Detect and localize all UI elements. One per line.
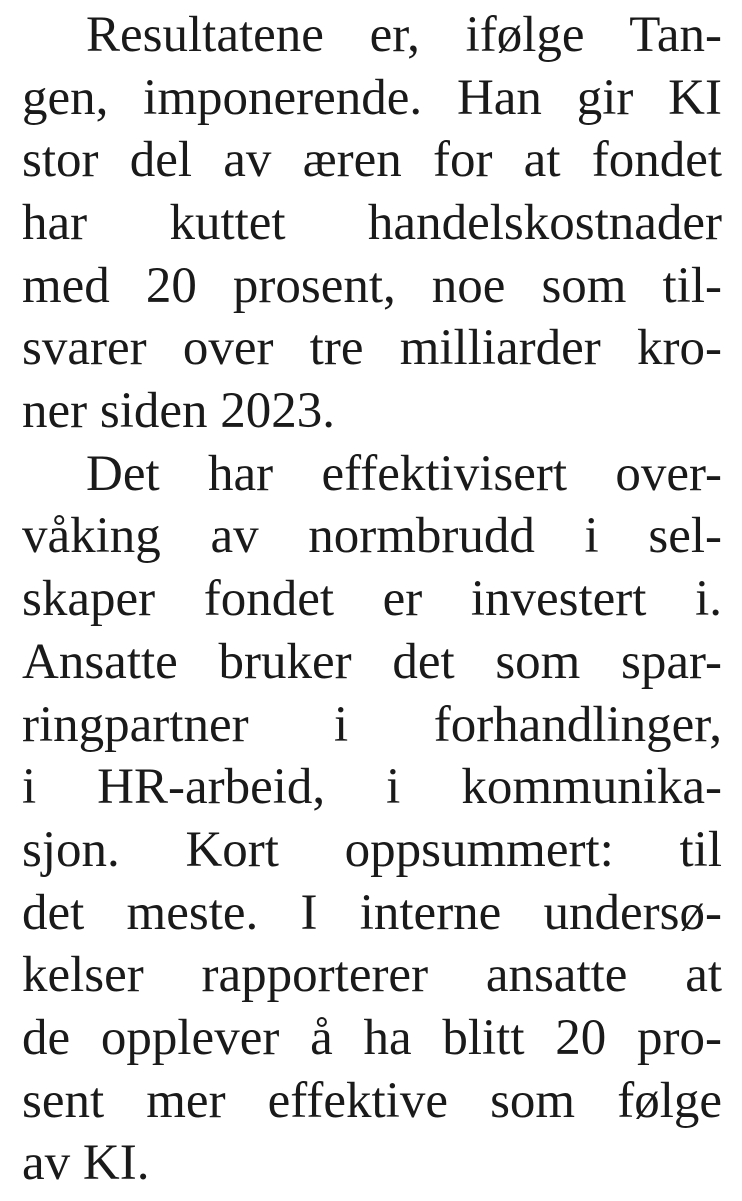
text-line: sjon. Kort oppsummert: til	[22, 821, 722, 878]
text-line: kelser rapporterer ansatte at	[22, 947, 722, 1004]
text-line: stor del av æren for at fondet	[22, 132, 722, 189]
text-line: ner siden 2023.	[22, 383, 336, 440]
text-line: av KI.	[22, 1135, 150, 1192]
text-line: med 20 prosent, noe som til-	[22, 257, 722, 314]
text-line: har kuttet handelskostnader	[22, 195, 722, 252]
text-line: Det har effektivisert over-	[86, 445, 722, 502]
text-line: Resultatene er, ifølge Tan-	[86, 7, 722, 63]
text-line: våking av normbrudd i sel-	[22, 508, 722, 565]
text-line: Ansatte bruker det som spar-	[22, 633, 722, 690]
text-line: gen, imponerende. Han gir KI	[22, 69, 722, 126]
text-line: ringpartner i forhandlinger,	[22, 696, 722, 753]
text-line: sent mer effektive som følge	[22, 1072, 722, 1129]
text-line: det meste. I interne undersø-	[22, 884, 722, 941]
text-line: svarer over tre milliarder kro-	[22, 320, 722, 377]
text-line: de opplever å ha blitt 20 pro-	[22, 1009, 722, 1066]
text-line: i HR-arbeid, i kommunika-	[22, 759, 722, 816]
text-line: skaper fondet er investert i.	[22, 571, 722, 628]
